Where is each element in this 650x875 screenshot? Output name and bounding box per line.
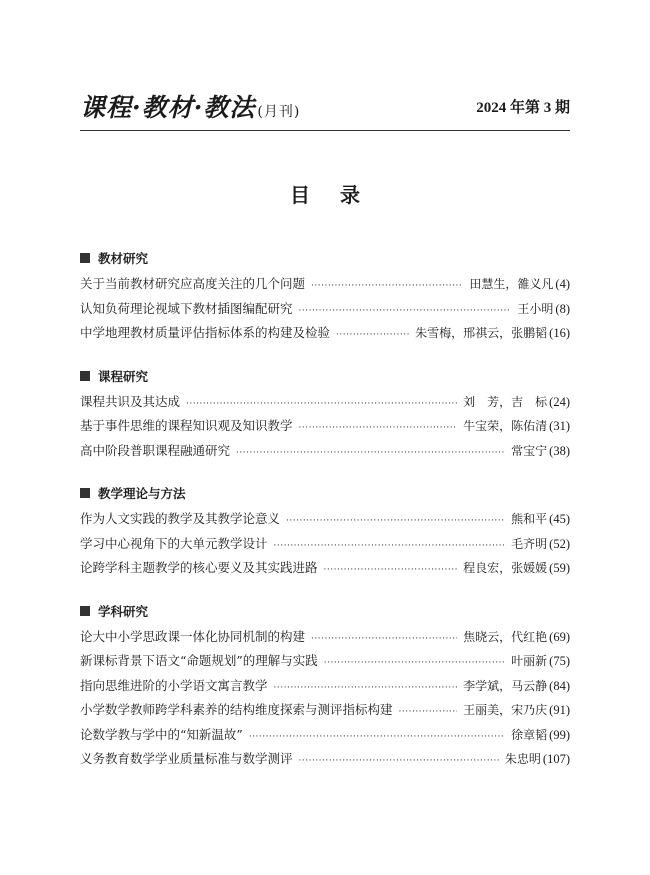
entry-author: 牛宝荣，陈佑清 [463,419,548,433]
entry-author: 王小明 [517,301,554,316]
dot-leader [286,511,505,531]
entry-page: (52) [549,536,570,551]
entry-page: (84) [549,678,570,693]
square-bullet-icon [80,488,90,498]
journal-title [80,92,300,128]
toc-entry [80,441,570,466]
section-heading [80,483,570,503]
entry-author: 刘 芳，吉 标 [463,394,548,409]
dot-leader [249,727,505,747]
dot-leader [236,443,505,463]
toc-entry [80,323,570,348]
toc-entry [80,416,570,441]
entry-title: 高中阶段普职课程融通研究 [80,442,231,458]
journal-frequency: (月刊) [257,104,301,120]
square-bullet-icon [80,253,90,263]
entry-page: (107) [542,752,570,766]
header-rule [80,130,570,131]
entry-author: 焦晓云，代红艳 [463,629,548,644]
dot-leader [324,653,505,673]
entry-author: 熊和平 [511,512,548,526]
square-bullet-icon [80,371,90,381]
toc-section [80,248,570,348]
dot-leader [299,418,458,438]
entry-title: 论大中小学思政课一体化协同机制的构建 [80,628,306,644]
entry-title: 中学地理教材质量评估指标体系的构建及检验 [80,325,331,340]
entry-page: (16) [549,326,570,340]
entry-page: (59) [549,561,570,575]
dot-leader [336,325,409,345]
entry-title: 指向思维进阶的小学语文寓言教学 [80,677,268,693]
entry-title: 论跨学科主题教学的核心要义及其实践进路 [80,560,318,575]
entry-page: (38) [549,443,570,458]
toc-section [80,366,570,466]
toc-entry [80,299,570,324]
entry-page: (8) [555,301,570,316]
dot-leader [324,560,458,580]
entry-author: 常宝宁 [511,443,548,458]
entry-title: 学习中心视角下的大单元教学设计 [80,535,268,551]
toc-entry [80,534,570,559]
dot-leader [299,301,512,321]
toc-entry [80,274,570,299]
entry-page: (91) [549,703,570,717]
entry-title: 关于当前教材研究应高度关注的几个问题 [80,276,306,291]
toc-title: 目录 [290,183,390,207]
entry-author: 叶丽新 [511,654,548,668]
entry-page: (69) [549,629,570,644]
toc-section [80,483,570,583]
entry-title: 论数学教与学中的“知新温故” [80,726,243,742]
entry-page: (99) [549,727,570,742]
dot-leader [399,702,458,722]
section-heading-text: 教材研究 [98,251,149,266]
toc-section [80,601,570,774]
issue-number: 2024 年第 3 期 [476,100,570,116]
table-of-contents [80,248,570,792]
toc-entry [80,725,570,750]
toc-entry [80,749,570,774]
toc-entry [80,558,570,583]
section-heading-text: 课程研究 [98,368,149,384]
entry-page: (31) [549,419,570,433]
toc-entry [80,651,570,676]
dot-leader [299,751,499,771]
dot-leader [311,629,457,649]
entry-title: 认知负荷理论视域下教材插图编配研究 [80,300,293,316]
entry-title: 基于事件思维的课程知识观及知识教学 [80,418,293,433]
entry-page: (4) [555,277,570,291]
page-header [80,92,570,128]
entry-author: 程良宏，张媛媛 [463,561,548,575]
toc-entry [80,627,570,652]
entry-title: 义务教育数学学业质量标准与数学测评 [80,751,293,766]
section-heading [80,248,570,268]
entry-page: (24) [549,394,570,409]
entry-author: 朱忠明 [504,752,541,766]
section-heading [80,601,570,621]
journal-name: 课程·教材·教法 [80,93,256,122]
entry-author: 田慧生，雒义凡 [469,277,554,291]
toc-entry [80,700,570,725]
dot-leader [186,394,457,414]
dot-leader [274,678,458,698]
entry-title: 新课标背景下语文“命题规划”的理解与实践 [80,653,318,668]
entry-page: (45) [549,512,570,526]
entry-author: 王丽美，宋乃庆 [463,703,548,717]
dot-leader [311,276,463,296]
entry-author: 毛齐明 [511,536,548,551]
entry-author: 朱雪梅，邢祺云，张鹏韬 [415,326,548,340]
dot-leader [274,536,506,556]
toc-entry [80,676,570,701]
section-heading-text: 学科研究 [98,603,149,619]
toc-entry [80,509,570,534]
entry-page: (75) [549,654,570,668]
entry-title: 小学数学教师跨学科素养的结构维度探索与测评指标构建 [80,702,393,717]
toc-entry [80,392,570,417]
section-heading-text: 教学理论与方法 [98,486,186,501]
entry-title: 课程共识及其达成 [80,393,181,409]
entry-author: 李学斌，马云静 [463,678,548,693]
square-bullet-icon [80,606,90,616]
entry-author: 徐章韬 [511,727,548,742]
entry-title: 作为人文实践的教学及其教学论意义 [80,511,281,526]
section-heading [80,366,570,386]
